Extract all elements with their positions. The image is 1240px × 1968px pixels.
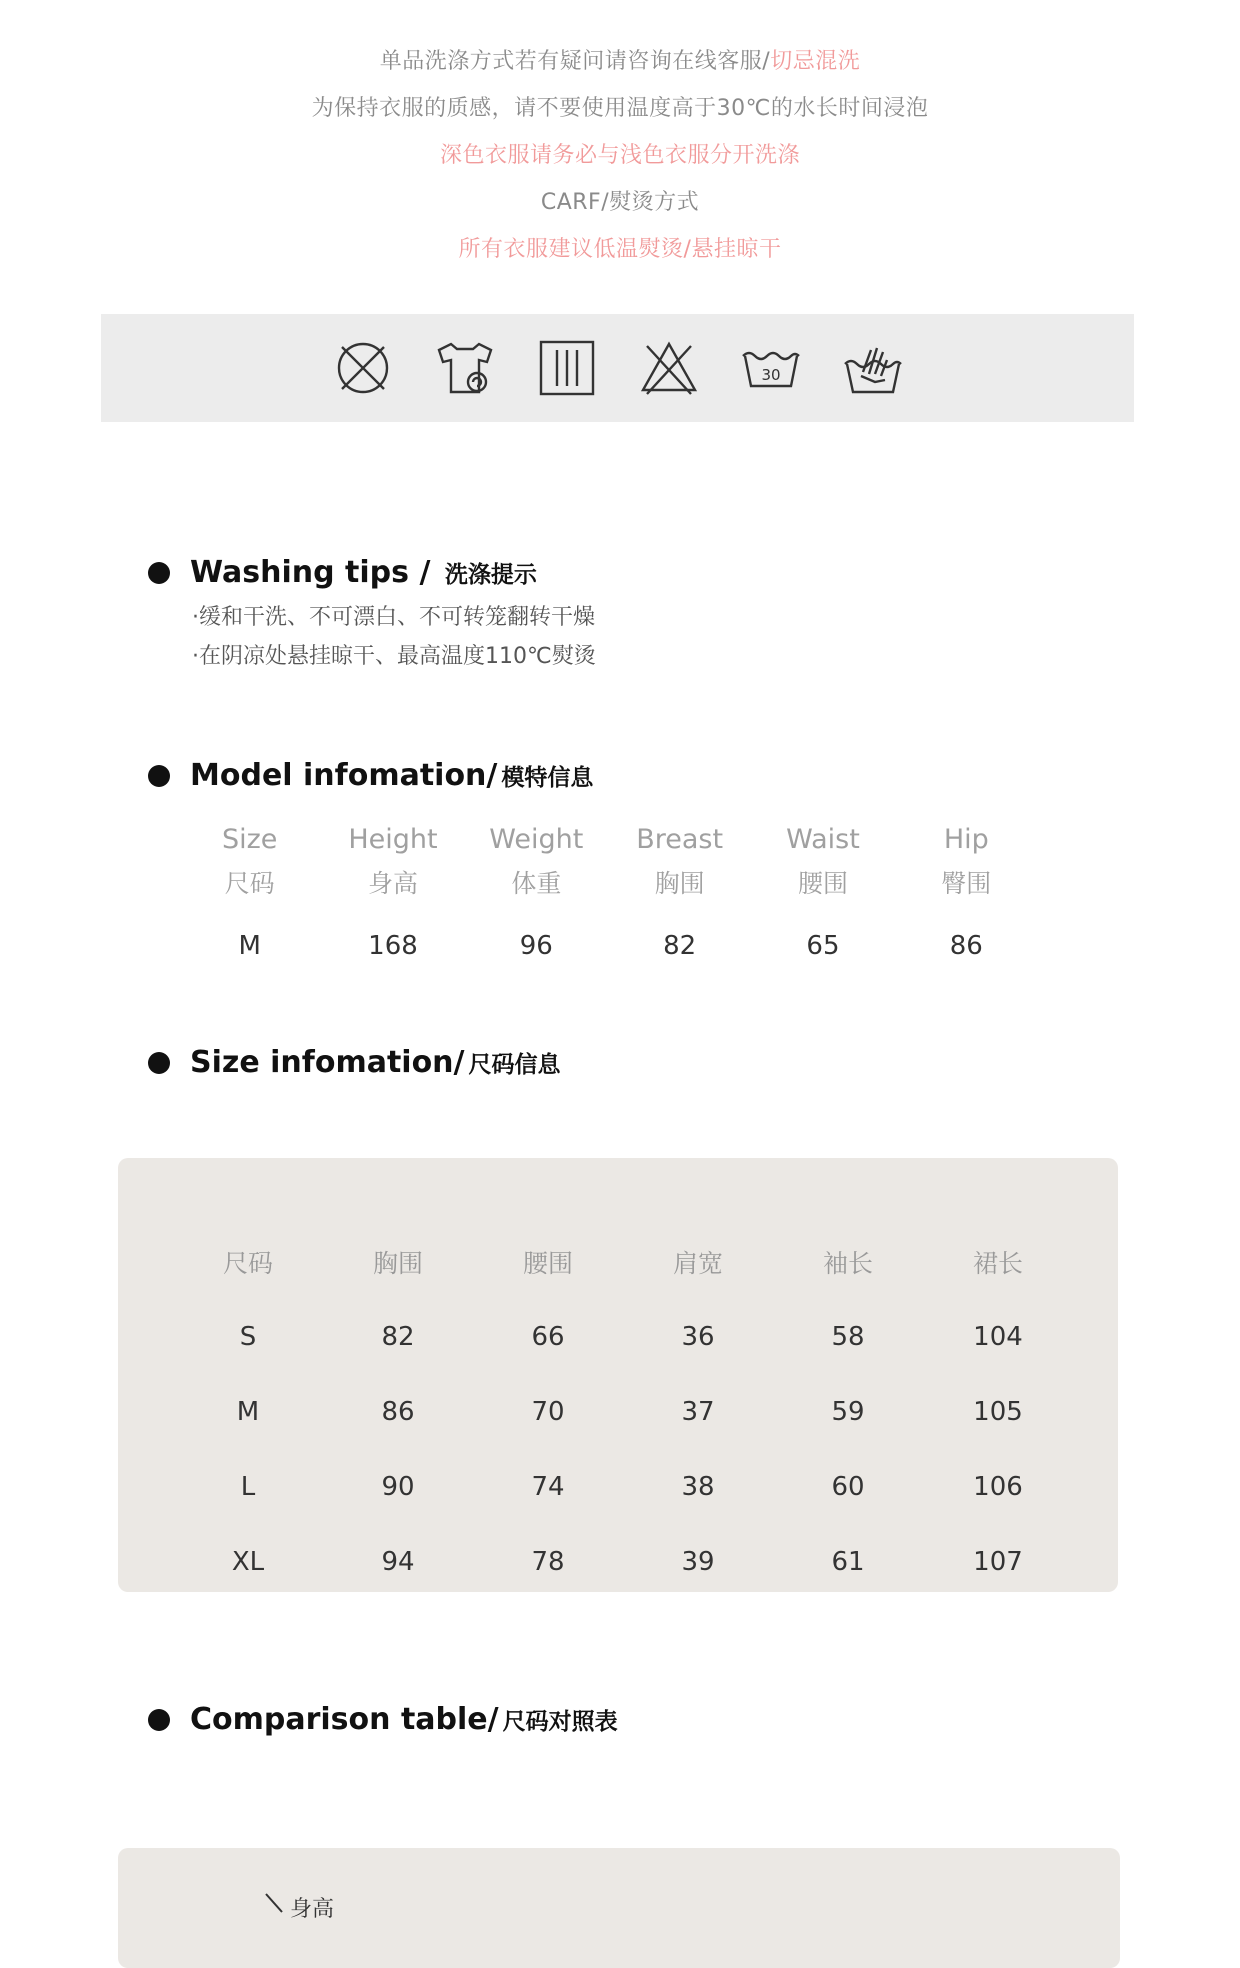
bullet-dot: [148, 1709, 170, 1731]
model-header-size-zh: 尺码: [224, 869, 275, 898]
title-separator: /: [486, 758, 498, 793]
model-value-hip: 86: [949, 931, 983, 961]
wash-temp-label: 30: [760, 366, 781, 384]
model-header-hip-zh: 臀围: [941, 869, 992, 898]
care-line-1: [0, 38, 1240, 85]
care-line-1-text: 单品洗涤方式若有疑问请咨询在线客服/: [379, 49, 771, 74]
title-separator: /: [487, 1702, 499, 1737]
title-separator: /: [409, 555, 441, 590]
table-row: [173, 1524, 1073, 1599]
table-row: [173, 1374, 1073, 1449]
comparison-title-zh: 尺码对照表: [502, 1709, 618, 1735]
table-cell: 104: [973, 1321, 1023, 1352]
table-cell: 90: [381, 1471, 415, 1502]
no-tumble-dry-icon: [433, 336, 497, 400]
bullet-dot: [148, 765, 170, 787]
care-icon-band: [101, 314, 1134, 422]
tip-item: ·在阴凉处悬挂晾干、最高温度110℃熨烫: [192, 644, 596, 669]
model-header-waist: Waist: [786, 824, 860, 855]
size-table: [173, 1224, 1073, 1599]
model-value-size: M: [238, 931, 261, 961]
size-table-card: [118, 1158, 1118, 1592]
table-cell: L: [240, 1471, 256, 1502]
table-cell: 86: [381, 1396, 415, 1427]
care-line-4: CARF/熨烫方式: [540, 190, 700, 215]
model-info-heading: [148, 758, 593, 793]
comparison-title: Comparison table: [190, 1702, 488, 1737]
size-header-size: 尺码: [222, 1248, 273, 1278]
model-header-en-row: [178, 818, 1038, 862]
bullet-dot: [148, 1052, 170, 1074]
table-cell: S: [239, 1321, 257, 1352]
model-info-title-zh: 模特信息: [501, 765, 594, 791]
care-icon-row: [101, 314, 1134, 422]
size-info-title-zh: 尺码信息: [468, 1052, 561, 1078]
model-info-title: Model infomation: [190, 758, 487, 793]
washing-tips-title-zh: 洗涤提示: [444, 562, 537, 588]
table-cell: 60: [831, 1471, 865, 1502]
diagonal-divider: [265, 1888, 285, 1918]
table-cell: 39: [681, 1546, 715, 1577]
care-line-3: 深色衣服请务必与浅色衣服分开洗涤: [439, 143, 800, 168]
table-row: [173, 1449, 1073, 1524]
model-value-breast: 82: [663, 931, 697, 961]
table-cell: 36: [681, 1321, 715, 1352]
care-instructions: [0, 38, 1240, 273]
table-cell: 59: [831, 1396, 865, 1427]
model-header-waist-zh: 腰围: [797, 869, 848, 898]
table-cell: 105: [973, 1396, 1023, 1427]
table-cell: 58: [831, 1321, 865, 1352]
washing-tips-heading: [148, 555, 537, 590]
no-bleach-icon: [637, 336, 701, 400]
tip-item: ·缓和干洗、不可漂白、不可转笼翻转干燥: [192, 605, 595, 630]
table-cell: 66: [531, 1321, 565, 1352]
table-row: [173, 1299, 1073, 1374]
table-cell: XL: [231, 1546, 265, 1577]
bullet-dot: [148, 562, 170, 584]
wash-30-icon: [739, 336, 803, 400]
washing-tips-list: [192, 598, 596, 676]
table-cell: 61: [831, 1546, 865, 1577]
model-header-hip: Hip: [943, 824, 989, 855]
table-cell: M: [236, 1396, 260, 1427]
no-dry-clean-icon: [331, 336, 395, 400]
hand-wash-icon: [841, 336, 905, 400]
table-cell: 38: [681, 1471, 715, 1502]
model-header-height-zh: 身高: [367, 869, 418, 898]
table-cell: 78: [531, 1546, 565, 1577]
model-value-waist: 65: [806, 931, 840, 961]
table-cell: 107: [973, 1546, 1023, 1577]
model-header-size: Size: [221, 824, 278, 855]
size-header-chest: 胸围: [372, 1248, 423, 1278]
care-line-1-highlight: 切忌混洗: [770, 49, 861, 74]
size-header-waist: 腰围: [522, 1248, 573, 1278]
care-line-2: 为保持衣服的质感，请不要使用温度高于30℃的水长时间浸泡: [311, 96, 929, 121]
model-value-weight: 96: [519, 931, 553, 961]
model-header-height: Height: [348, 824, 438, 855]
table-cell: 37: [681, 1396, 715, 1427]
title-separator: /: [453, 1045, 465, 1080]
table-cell: 82: [381, 1321, 415, 1352]
model-header-breast: Breast: [636, 824, 724, 855]
model-values-row: [178, 906, 1038, 976]
model-header-weight-zh: 体重: [511, 869, 562, 898]
line-dry-icon: [535, 336, 599, 400]
model-info-table: [178, 818, 1038, 976]
size-header-sleeve: 袖长: [822, 1248, 873, 1278]
table-cell: 70: [531, 1396, 565, 1427]
size-info-heading: [148, 1045, 561, 1080]
size-table-header: [173, 1224, 1073, 1299]
washing-tips-title: Washing tips: [190, 555, 409, 590]
comparison-table-card: [118, 1848, 1120, 1968]
model-header-zh-row: [178, 862, 1038, 906]
model-header-weight: Weight: [489, 824, 584, 855]
care-line-5: 所有衣服建议低温熨烫/悬挂晾干: [458, 237, 782, 262]
table-cell: 74: [531, 1471, 565, 1502]
table-cell: 106: [973, 1471, 1023, 1502]
comparison-corner-label: 身高: [290, 1897, 335, 1922]
comparison-heading: [148, 1702, 618, 1737]
size-header-shoulder: 肩宽: [672, 1248, 723, 1278]
table-cell: 94: [381, 1546, 415, 1577]
size-info-title: Size infomation: [190, 1045, 454, 1080]
model-value-height: 168: [368, 931, 418, 961]
model-header-breast-zh: 胸围: [654, 869, 705, 898]
size-header-dress-length: 裙长: [972, 1248, 1023, 1278]
